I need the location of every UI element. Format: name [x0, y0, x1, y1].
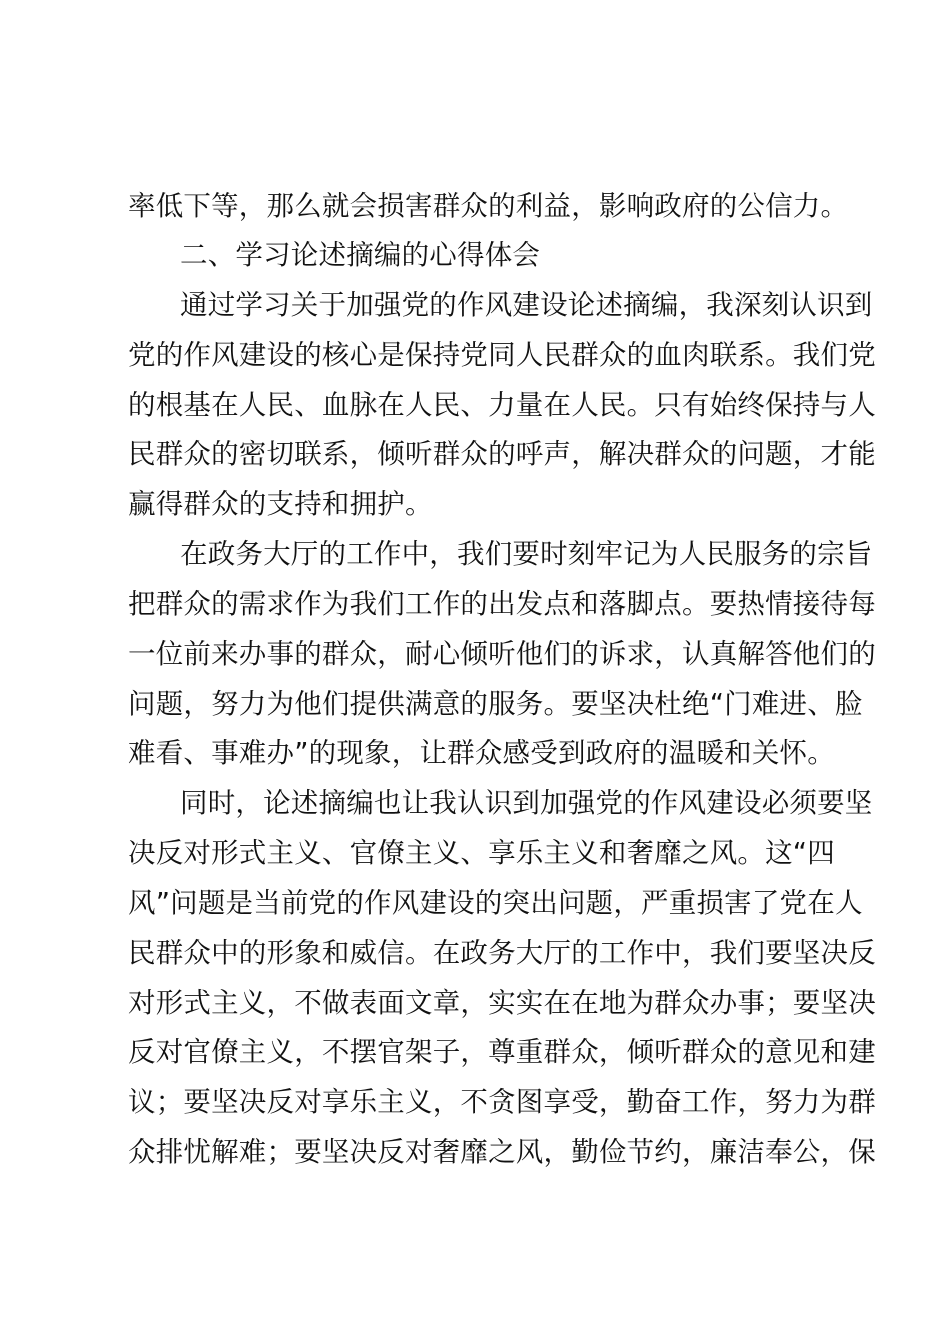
section-heading: 二、学习论述摘编的心得体会	[180, 239, 541, 271]
body-text-line: 通过学习关于加强党的作风建设论述摘编，我深刻认识到	[180, 289, 873, 321]
body-text-line: 率低下等，那么就会损害群众的利益，影响政府的公信力。	[128, 190, 849, 222]
body-text-line: 问题，努力为他们提供满意的服务。要坚决杜绝“门难进、脸	[128, 688, 863, 720]
body-text-line: 把群众的需求作为我们工作的出发点和落脚点。要热情接待每	[128, 588, 876, 620]
body-text-line: 在政务大厅的工作中，我们要时刻牢记为人民服务的宗旨	[180, 538, 873, 570]
body-text-line: 众排忧解难；要坚决反对奢靡之风，勤俭节约，廉洁奉公，保	[128, 1136, 876, 1168]
body-text-line: 民群众的密切联系，倾听群众的呼声，解决群众的问题，才能	[128, 438, 876, 470]
body-text-line: 对形式主义，不做表面文章，实实在在地为群众办事；要坚决	[128, 987, 876, 1019]
body-text-line: 反对官僚主义，不摆官架子，尊重群众，倾听群众的意见和建	[128, 1036, 876, 1068]
body-text-line: 议；要坚决反对享乐主义，不贪图享受，勤奋工作，努力为群	[128, 1086, 876, 1118]
body-text-line: 难看、事难办”的现象，让群众感受到政府的温暖和关怀。	[128, 737, 835, 769]
body-text-line: 同时，论述摘编也让我认识到加强党的作风建设必须要坚	[180, 787, 873, 819]
body-text-line: 赢得群众的支持和拥护。	[128, 488, 433, 520]
body-text-line: 民群众中的形象和威信。在政务大厅的工作中，我们要坚决反	[128, 937, 876, 969]
body-text-line: 风”问题是当前党的作风建设的突出问题，严重损害了党在人	[128, 887, 863, 919]
body-text-line: 党的作风建设的核心是保持党同人民群众的血肉联系。我们党	[128, 339, 876, 371]
body-text-line: 决反对形式主义、官僚主义、享乐主义和奢靡之风。这“四	[128, 837, 835, 869]
body-text-line: 的根基在人民、血脉在人民、力量在人民。只有始终保持与人	[128, 389, 876, 421]
body-text-line: 一位前来办事的群众，耐心倾听他们的诉求，认真解答他们的	[128, 638, 876, 670]
